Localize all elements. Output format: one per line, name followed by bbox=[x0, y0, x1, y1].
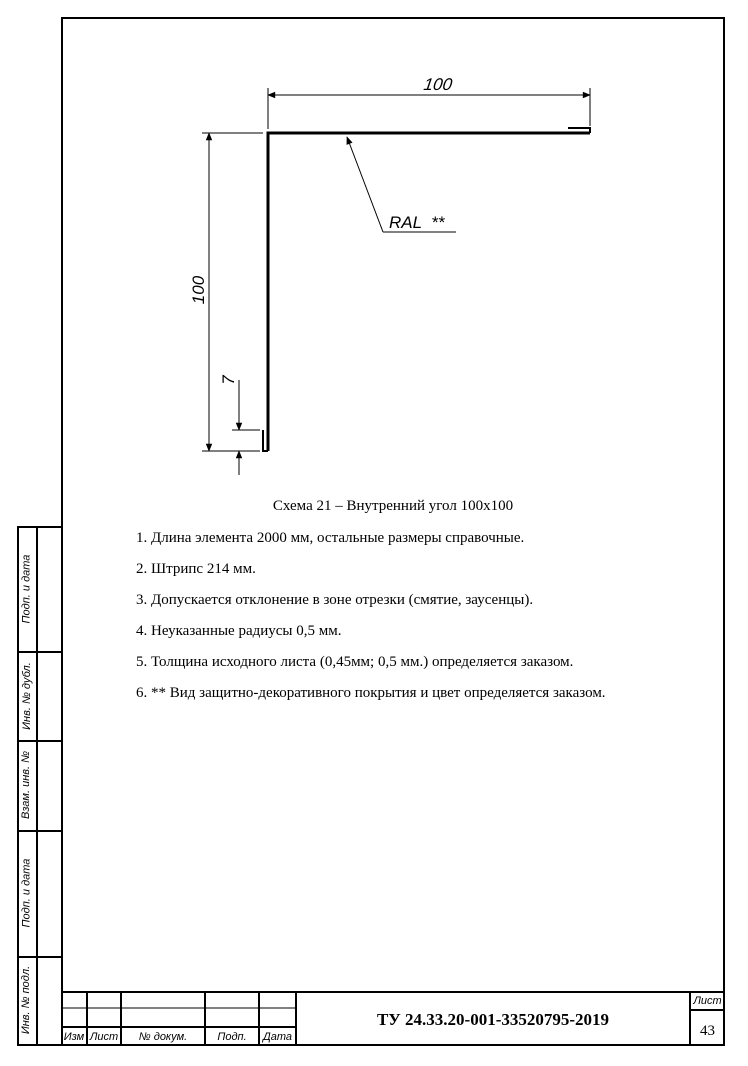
document-code: ТУ 24.33.20-001-33520795-2019 bbox=[376, 1010, 610, 1029]
note-item: 1. Длина элемента 2000 мм, остальные размеры справочные. bbox=[136, 530, 525, 546]
side-dimension-text: 100 bbox=[189, 275, 208, 305]
tb-col-sheet: Лист bbox=[89, 1031, 119, 1043]
note-item: 6. ** Вид защитно-декоративного покрытия и цвет определяется заказом. bbox=[136, 685, 606, 701]
note-item: 5. Толщина исходного листа (0,45мм; 0,5 мм.) определяется заказом. bbox=[136, 654, 574, 670]
tb-col-doc-no: № докум. bbox=[138, 1031, 188, 1043]
figure-caption: Схема 21 – Внутренний угол 100х100 bbox=[272, 498, 514, 514]
side-label-replace-inv: Взам. инв. № bbox=[20, 750, 33, 820]
small-dimension-text: 7 bbox=[219, 375, 238, 385]
coating-label: RAL ** bbox=[389, 213, 445, 232]
note-item: 3. Допускается отклонение в зоне отрезки (смятие, заусенцы). bbox=[136, 592, 534, 608]
tb-col-change: Изм bbox=[63, 1031, 85, 1043]
sheet-number: 43 bbox=[700, 1023, 715, 1039]
side-label-dup-inv: Инв. № дубл. bbox=[20, 661, 33, 730]
side-label-sign-date-1: Подп. и дата bbox=[20, 554, 33, 623]
tb-col-date: Дата bbox=[262, 1031, 293, 1043]
note-item: 4. Неуказанные радиусы 0,5 мм. bbox=[136, 623, 342, 639]
note-item: 2. Штрипс 214 мм. bbox=[136, 561, 256, 577]
side-label-sign-date-2: Подп. и дата bbox=[20, 858, 33, 928]
top-dimension-text: 100 bbox=[422, 75, 454, 94]
tb-col-signature: Подп. bbox=[217, 1031, 247, 1043]
sheet-label: Лист bbox=[693, 995, 722, 1007]
side-label-orig-inv: Инв. № подл. bbox=[20, 965, 33, 1035]
